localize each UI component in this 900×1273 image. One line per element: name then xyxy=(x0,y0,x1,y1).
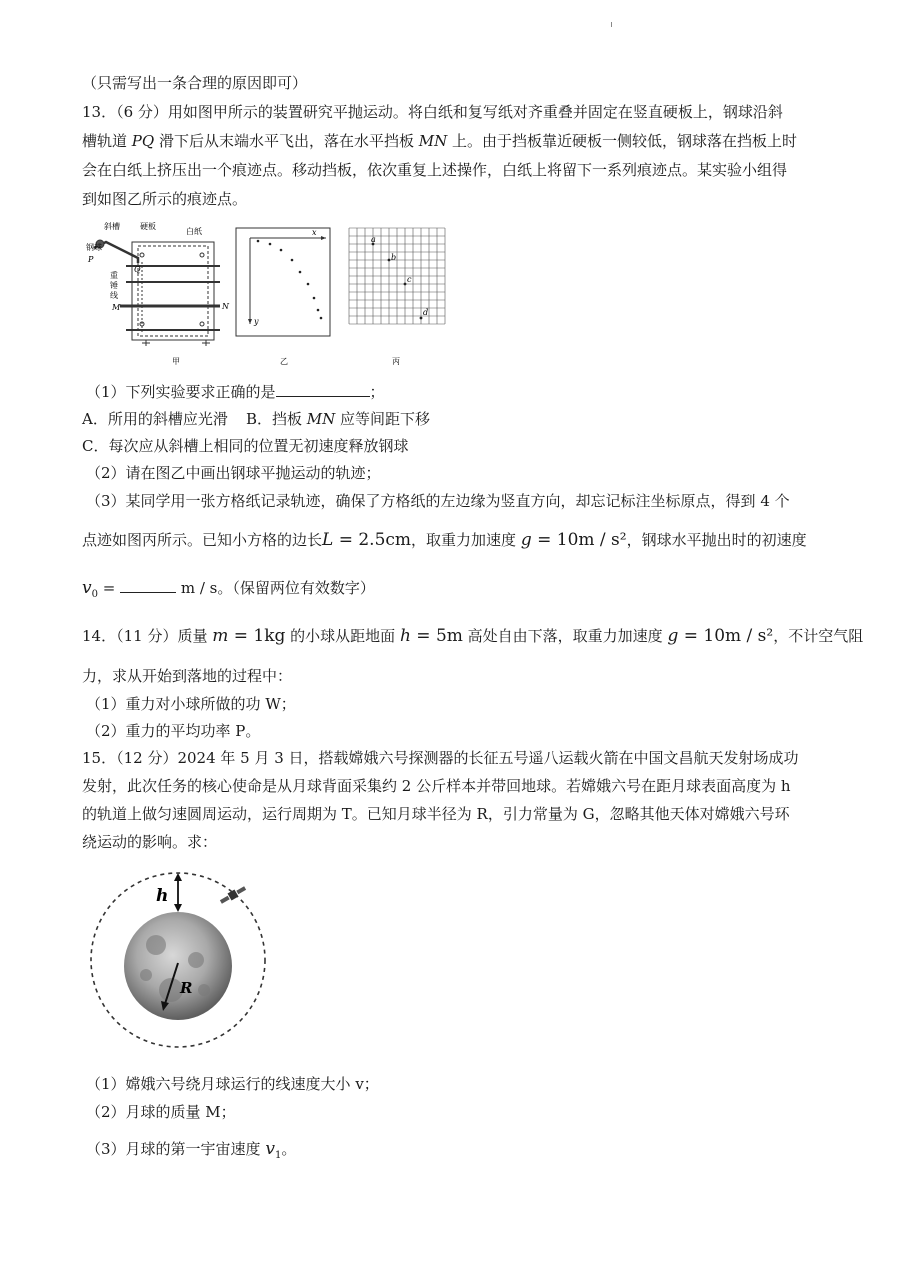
page-mark xyxy=(611,22,612,27)
trace-yi xyxy=(236,228,330,336)
option-a: A．所用的斜槽应光滑 xyxy=(82,410,228,428)
label-xian: 线 xyxy=(110,291,118,300)
point-b-label: b xyxy=(391,253,397,262)
value-g: = 10m / s² xyxy=(678,626,774,646)
subscript-1: 1 xyxy=(274,1150,282,1161)
text-span: ； xyxy=(369,383,385,401)
q15-text-2: 发射，此次任务的核心使命是从月球背面采集约 2 公斤样本并带回地球。若嫦娥六号在距月球表面高度为 h xyxy=(82,777,791,795)
q13-text-4: 到如图乙所示的痕迹点。 xyxy=(82,190,248,208)
q14-text-2: 力，求从开始到落地的过程中： xyxy=(82,667,293,685)
q15-part3 xyxy=(86,1138,296,1167)
text-span: ，取重力加速度 xyxy=(411,531,521,549)
trace-points xyxy=(257,240,323,320)
point-c-label: c xyxy=(407,275,412,284)
label-q: Q xyxy=(134,265,141,274)
var-m: m xyxy=(212,626,229,646)
text-span: m / s。（保留两位有效数字） xyxy=(176,579,375,597)
caption-yi: 乙 xyxy=(280,357,288,366)
option-c: C．每次应从斜槽上相同的位置无初速度释放钢球 xyxy=(82,437,409,455)
q14-part2: （2）重力的平均功率 P。 xyxy=(86,722,261,740)
text-span: B．挡板 xyxy=(246,410,307,428)
text-span: 槽轨道 xyxy=(82,132,132,150)
grid-bing xyxy=(349,228,445,324)
label-n: N xyxy=(222,302,229,311)
text-span: 点迹如图丙所示。已知小方格的边长 xyxy=(82,531,323,549)
text-span: （3）月球的第一宇宙速度 xyxy=(86,1140,266,1158)
q13-figure xyxy=(86,222,446,370)
var-g: g xyxy=(520,530,532,550)
caption-bing: 丙 xyxy=(392,357,400,366)
text-span: ，不计空气阻 xyxy=(773,627,864,645)
text-span: （1）下列实验要求正确的是 xyxy=(86,383,276,401)
axis-y-label: y xyxy=(254,317,259,326)
note-line: （只需写出一条合理的原因即可） xyxy=(82,74,308,92)
value-l: = 2.5cm xyxy=(333,530,412,550)
q14-part1: （1）重力对小球所做的功 W； xyxy=(86,695,296,713)
value-m: = 1kg xyxy=(228,626,286,646)
q13-part3-line3 xyxy=(82,577,375,606)
answer-blank-1[interactable] xyxy=(276,382,370,397)
label-zhong: 重 xyxy=(110,271,118,280)
label-h: h xyxy=(156,886,169,906)
point-d-label: d xyxy=(423,308,429,317)
q13-text-1: 13．（6 分）用如图甲所示的装置研究平抛运动。将白纸和复写纸对齐重叠并固定在竖直硬板上，钢球沿斜 xyxy=(82,103,783,121)
text-span: 的小球从距地面 xyxy=(285,627,400,645)
text-span: 14．（11 分）质量 xyxy=(82,627,213,645)
label-p: P xyxy=(88,255,94,264)
q13-text-2 xyxy=(82,130,797,152)
answer-blank-v0[interactable] xyxy=(120,578,176,593)
text-span: 上。由于挡板靠近硬板一侧较低，钢球落在挡板上时 xyxy=(447,132,797,150)
point-a-label: a xyxy=(371,235,376,244)
q13-part3-line2 xyxy=(82,529,807,551)
q13-part3-line1: （3）某同学用一张方格纸记录轨迹，确保了方格纸的左边缘为竖直方向，却忘记标注坐标原点，得到 4 个 xyxy=(86,492,790,510)
label-board: 硬板 xyxy=(140,222,156,231)
q13-text-3: 会在白纸上挤压出一个痕迹点。移动挡板，依次重复上述操作，白纸上将留下一系列痕迹点。某实验小组得 xyxy=(82,161,788,179)
white-paper xyxy=(138,246,208,336)
var-v0: v xyxy=(82,578,92,598)
value-g: = 10m / s² xyxy=(531,530,627,550)
label-paper: 白纸 xyxy=(186,227,202,236)
q15-text-1: 15．（12 分）2024 年 5 月 3 日，搭载嫦娥六号探测器的长征五号遥八运载火箭在中国文昌航天发射场成功 xyxy=(82,749,799,767)
var-h: h xyxy=(399,626,411,646)
var-mn: MN xyxy=(306,410,336,428)
q15-part1: （1）嫦娥六号绕月球运行的线速度大小 v； xyxy=(86,1075,379,1093)
value-h: = 5m xyxy=(410,626,463,646)
var-v1: v xyxy=(265,1139,275,1159)
q13-part1 xyxy=(86,381,385,403)
text-span: 应等间距下移 xyxy=(335,410,431,428)
text-span: ，钢球水平抛出时的初速度 xyxy=(626,531,807,549)
var-l: L xyxy=(322,530,334,550)
label-chute: 斜槽 xyxy=(104,222,120,231)
caption-jia: 甲 xyxy=(172,357,180,366)
q15-part2: （2）月球的质量 M； xyxy=(86,1103,236,1121)
var-mn: MN xyxy=(418,132,448,150)
q14-text-1 xyxy=(82,625,863,647)
q15-text-4: 绕运动的影响。求： xyxy=(82,833,218,851)
axis-x-label: x xyxy=(312,228,317,237)
q13-part2: （2）请在图乙中画出钢球平抛运动的轨迹； xyxy=(86,464,381,482)
label-m: M xyxy=(112,303,121,312)
option-b xyxy=(246,408,430,430)
label-chui: 锤 xyxy=(110,281,118,290)
subscript-0: 0 xyxy=(91,589,98,600)
label-r: R xyxy=(180,979,193,997)
label-ball: 钢球 xyxy=(86,243,102,252)
text-span: 高处自由下落，取重力加速度 xyxy=(462,627,668,645)
text-span: = xyxy=(97,579,121,597)
var-pq: PQ xyxy=(131,132,155,150)
text-span: 滑下后从末端水平飞出，落在水平挡板 xyxy=(154,132,419,150)
text-span: 。 xyxy=(281,1140,297,1158)
q15-text-3: 的轨道上做匀速圆周运动，运行周期为 T。已知月球半径为 R，引力常量为 G，忽略其他天体对嫦娥六号环 xyxy=(82,805,790,823)
var-g: g xyxy=(667,626,679,646)
moon-orbit-figure xyxy=(86,865,270,1055)
